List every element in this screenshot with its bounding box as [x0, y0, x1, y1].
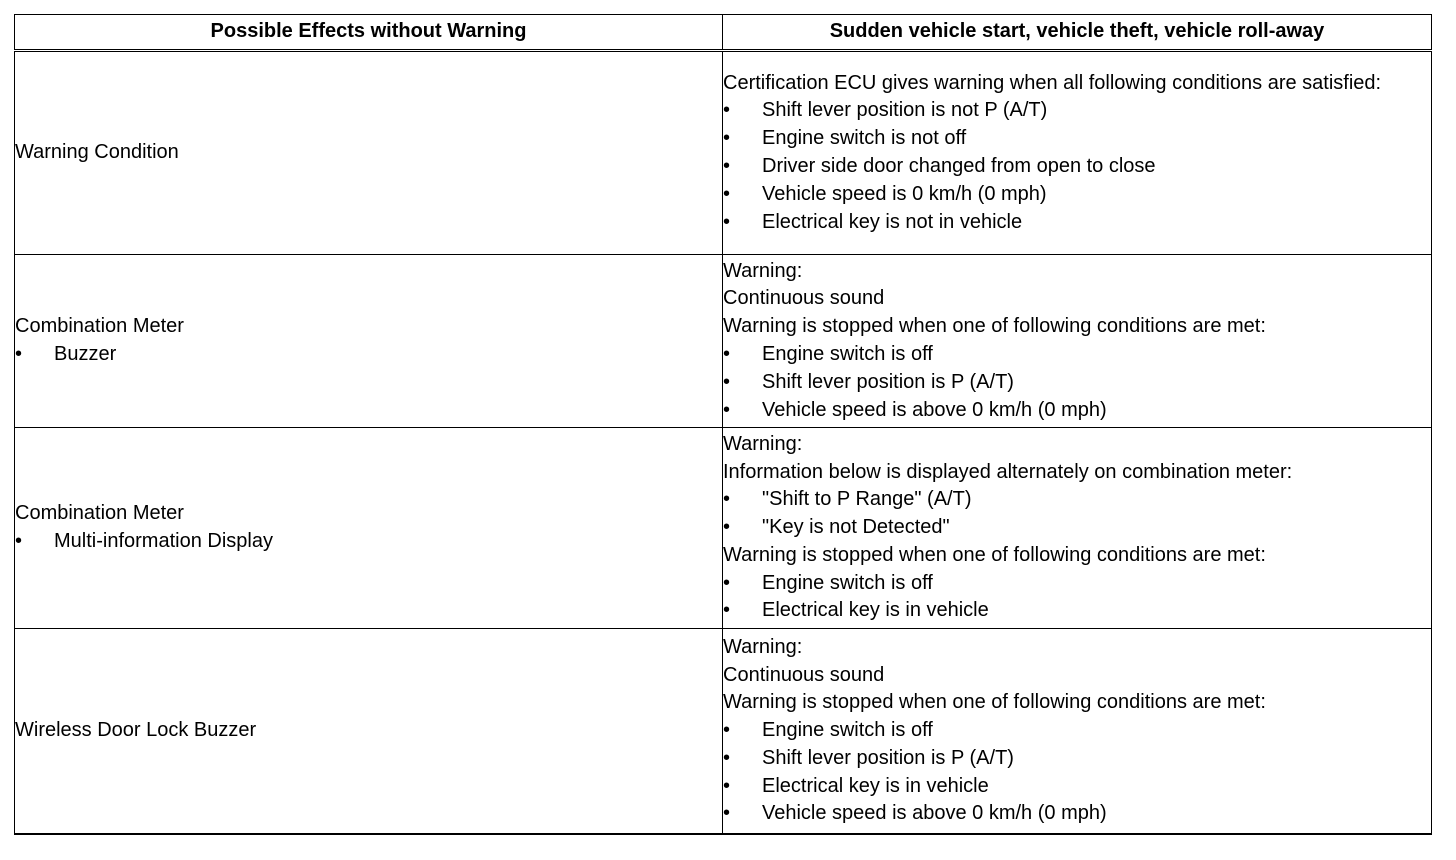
condition-bullet — [723, 209, 1431, 237]
row-label-cell — [15, 428, 723, 629]
bullet-icon: • — [723, 99, 731, 122]
condition-text: Vehicle speed is above 0 km/h (0 mph) — [762, 398, 1107, 421]
condition-text: Engine switch is off — [762, 343, 933, 365]
bullet-icon: • — [723, 155, 731, 177]
condition-bullet — [723, 745, 1431, 773]
condition-text: Vehicle speed is above 0 km/h (0 mph) — [762, 802, 1107, 825]
label-bullet — [15, 528, 722, 556]
condition-text: Engine switch is off — [762, 719, 933, 742]
condition-text: "Shift to P Range" (A/T) — [762, 488, 972, 511]
condition-text: Shift lever position is P (A/T) — [762, 370, 1014, 393]
condition-bullet — [723, 800, 1431, 828]
condition-text: Shift lever position is P (A/T) — [762, 746, 1014, 769]
condition-bullet — [723, 397, 1431, 425]
bullet-icon: • — [723, 210, 731, 233]
bullet-icon: • — [723, 127, 731, 150]
row-label-cell — [15, 255, 723, 428]
label-bullet — [15, 341, 722, 369]
condition-bullet — [723, 153, 1431, 181]
condition-bullet — [723, 125, 1431, 153]
bullet-icon: • — [723, 370, 731, 393]
condition-bullet — [723, 369, 1431, 397]
bullet-icon: • — [723, 516, 731, 539]
condition-text: Driver side door changed from open to close — [762, 155, 1156, 177]
description-line: Continuous sound — [723, 663, 885, 686]
table-row — [15, 255, 1432, 428]
row-label-cell — [15, 629, 723, 835]
description-line: Warning is stopped when one of following conditions are met: — [723, 691, 1266, 714]
header-effects: Possible Effects without Warning — [15, 15, 723, 51]
condition-text: Shift lever position is not P (A/T) — [762, 99, 1048, 122]
row-description-cell — [723, 255, 1432, 428]
condition-bullet — [723, 717, 1431, 745]
condition-text: "Key is not Detected" — [762, 516, 950, 539]
condition-text: Electrical key is not in vehicle — [762, 210, 1023, 233]
description-line: Continuous sound — [723, 287, 885, 310]
condition-bullet — [723, 514, 1431, 542]
bullet-icon: • — [723, 398, 731, 421]
bullet-icon: • — [723, 599, 731, 622]
table-row — [15, 629, 1432, 835]
table-row — [15, 51, 1432, 255]
bullet-icon: • — [723, 746, 731, 769]
description-line: Warning is stopped when one of following conditions are met: — [723, 543, 1266, 566]
bullet-icon: • — [723, 343, 731, 365]
row-description-cell — [723, 629, 1432, 835]
bullet-icon: • — [15, 530, 23, 552]
row-label: Warning Condition — [15, 141, 179, 164]
condition-text: Electrical key is in vehicle — [762, 774, 989, 797]
row-label: Combination Meter — [15, 315, 184, 338]
warning-table — [14, 14, 1432, 835]
condition-bullet — [723, 773, 1431, 801]
description-line: Warning: — [723, 635, 803, 658]
bullet-icon: • — [723, 802, 731, 825]
condition-bullet — [723, 486, 1431, 514]
condition-bullet — [723, 597, 1431, 625]
row-label: Combination Meter — [15, 502, 184, 525]
table-row — [15, 428, 1432, 629]
bullet-icon: • — [723, 571, 731, 594]
description-line: Warning: — [723, 259, 803, 282]
condition-bullet — [723, 97, 1431, 125]
bullet-icon: • — [723, 774, 731, 797]
bullet-icon: • — [723, 719, 731, 742]
condition-text: Engine switch is off — [762, 571, 933, 594]
condition-bullet — [723, 341, 1431, 369]
condition-text: Electrical key is in vehicle — [762, 599, 989, 622]
label-bullet-text: Buzzer — [54, 343, 117, 365]
description-line: Certification ECU gives warning when all following conditions are satisfied: — [723, 71, 1382, 94]
table-header-row — [15, 15, 1432, 51]
description-line: Warning: — [723, 432, 803, 455]
bullet-icon: • — [723, 488, 731, 511]
row-description-cell — [723, 51, 1432, 255]
description-line: Warning is stopped when one of following conditions are met: — [723, 315, 1266, 338]
bullet-icon: • — [723, 182, 731, 205]
description-line: Information below is displayed alternately on combination meter: — [723, 460, 1293, 483]
condition-text: Engine switch is not off — [762, 127, 967, 150]
row-description-cell — [723, 428, 1432, 629]
header-hazard: Sudden vehicle start, vehicle theft, vehicle roll-away — [723, 15, 1432, 51]
bullet-icon: • — [15, 343, 23, 365]
condition-text: Vehicle speed is 0 km/h (0 mph) — [762, 182, 1047, 205]
row-label-cell — [15, 51, 723, 255]
row-label: Wireless Door Lock Buzzer — [15, 719, 257, 742]
condition-bullet — [723, 570, 1431, 598]
label-bullet-text: Multi-information Display — [54, 530, 273, 552]
condition-bullet — [723, 181, 1431, 209]
